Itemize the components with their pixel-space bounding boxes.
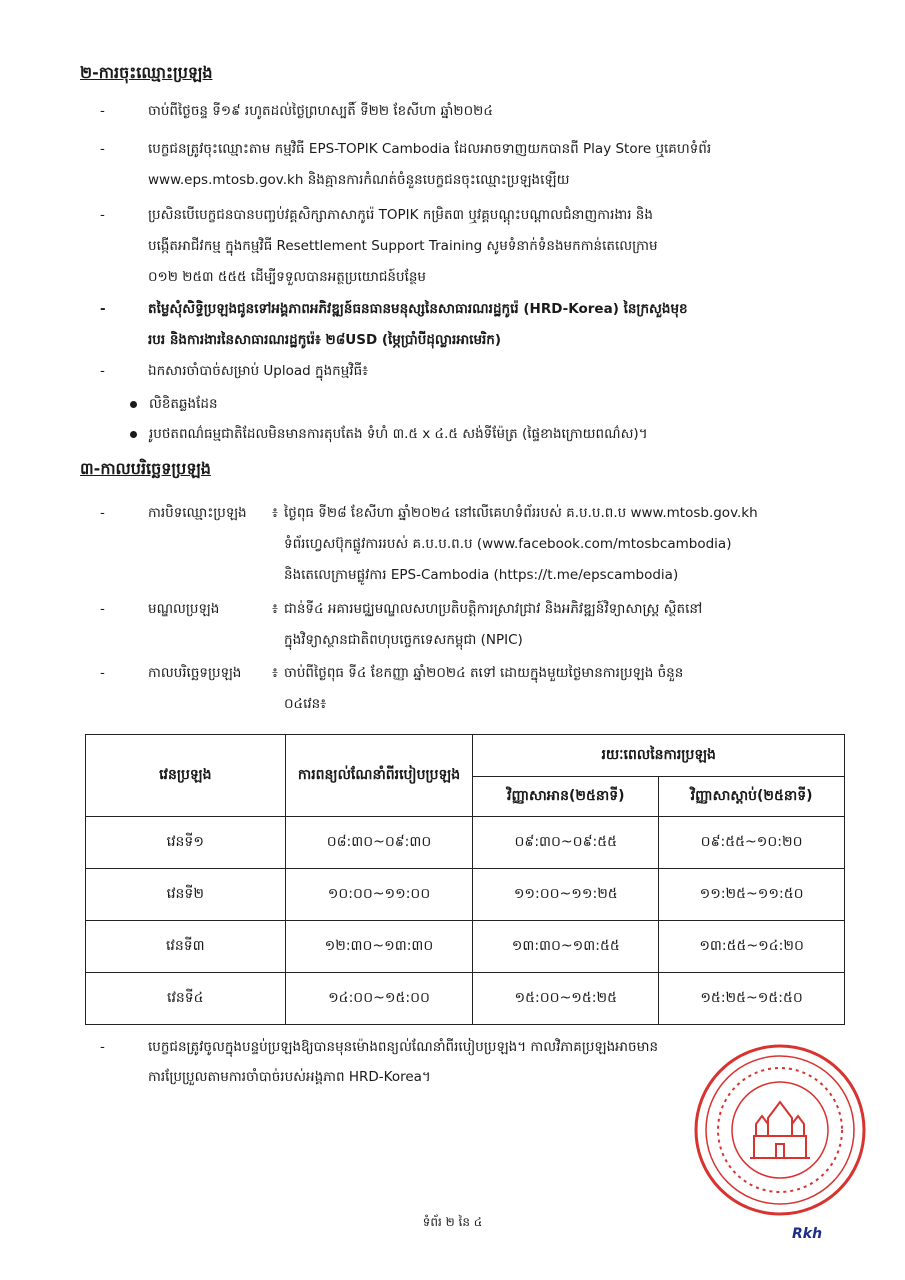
official-stamp-icon [690, 1040, 870, 1220]
exam-center-row: - មណ្ឌលប្រឡង ៖ ជាន់ទី៤ អគារមជ្ឈមណ្ឌលសហប្រតិបត្តិការស្រាវជ្រាវ និងអភិវឌ្ឍន៍វិទ្យាសាស្ត្រ ស្ថិតនៅ ក្នុងវិទ្យាស្ថានជាតិពហុបច្ចេកទេសកម្ពុជា (NPIC) [100, 601, 703, 648]
registration-period-item: - ចាប់ពីថ្ងៃចន្ទ ទី១៩ រហូតដល់ថ្ងៃព្រហស្បតិ៍ ទី២២ ខែសីហា ឆ្នាំ២០២៤ [100, 103, 493, 119]
header-shift: វេនប្រឡង [86, 735, 286, 817]
exam-schedule-table [85, 734, 845, 1025]
signature: Rkh [792, 1226, 823, 1242]
bullet-dot-icon [130, 401, 137, 408]
upload-documents-item: - ឯកសារចាំបាច់សម្រាប់ Upload ក្នុងកម្មវិធី៖ [100, 363, 369, 379]
schedule-note: - បេក្ខជនត្រូវចូលក្នុងបន្ទប់ប្រឡងឱ្យបានមុនម៉ោងពន្យល់ណែនាំពីរបៀបប្រឡង។ កាលវិភាគប្រឡងអាចមាន ការប្រែប្រួលតាមការចាំបាច់របស់អង្គភាព HRD-Korea។ [100, 1039, 659, 1085]
exam-fee-item: - តម្លៃសុំសិទ្ធិប្រឡងជូនទៅអង្គភាពអភិវឌ្ឍន៍ធនធានមនុស្សនៃសាធារណរដ្ឋកូរ៉េ (HRD-Korea) នៃក្រសួងមុខ របរ និងការងារនៃសាធារណរដ្ឋកូរ៉េ៖ ២៨USD (ម្ភៃប្រាំបីដុល្លារអាមេរិក) [100, 301, 688, 348]
resettlement-item: - ប្រសិនបើបេក្ខជនបានបញ្ចប់វគ្គសិក្សាភាសាកូរ៉េ TOPIK កម្រិត៣ ឬវគ្គបណ្តុះបណ្តាលជំនាញការងារ និង បង្កើតអាជីវកម្ម ក្នុងកម្មវិធី Resettlement Support Training សូមទំនាក់ទំនងមកកាន់តេលេក្រាម ០១២ ២៥៣ ៥៥៥ ដើម្បីទទួលបានអត្ថប្រយោជន៍បន្ថែម [100, 207, 658, 285]
registration-app-item: - បេក្ខជនត្រូវចុះឈ្មោះតាម កម្មវិធី EPS-TOPIK Cambodia ដែលអាចទាញយកបានពី Play Store ឬគេហទំព័រ www.eps.mtosb.gov.kh និងគ្មានការកំណត់ចំនួនបេក្ខជនចុះឈ្មោះប្រឡងឡើយ [100, 141, 712, 188]
table-row: វេនទី៣ ១២:៣០~១៣:៣០ ១៣:៣០~១៣:៥៥ ១៣:៥៥~១៤:២០ [86, 921, 845, 973]
section-3-heading: ៣-កាលបរិច្ឆេទប្រឡង [80, 459, 211, 478]
bullet-photo: រូបថតពណ៌ធម្មជាតិដែលមិនមានការតុបតែង ទំហំ ៣.៥ x ៤.៥ សង់ទីម៉ែត្រ (ផ្ទៃខាងក្រោយពណ៌ស)។ [130, 420, 648, 448]
table-row: វេនទី២ ១០:០០~១១:០០ ១១:០០~១១:២៥ ១១:២៥~១១:៥០ [86, 869, 845, 921]
table-row: វេនទី៤ ១៤:០០~១៥:០០ ១៥:០០~១៥:២៥ ១៥:២៥~១៥:៥០ [86, 973, 845, 1025]
header-duration: រយៈពេលនៃការប្រឡង [473, 735, 845, 777]
registration-close-row: - ការបិទឈ្មោះប្រឡង ៖ ថ្ងៃពុធ ទី២៨ ខែសីហា ឆ្នាំ២០២៤ នៅលើគេហទំព័ររបស់ គ.ប.ប.ព.ប www.mtosb.gov.kh ទំព័រហ្វេសប៊ុកផ្លូវការរបស់ គ.ប.ប.ព.ប (www.facebook.com/mtosbcambodia) និងតេលេក្រាមផ្លូវការ EPS-Cambodia (https://t.me/epscambodia) [100, 505, 758, 583]
exam-date-row: - កាលបរិច្ឆេទប្រឡង ៖ ចាប់ពីថ្ងៃពុធ ទី៤ ខែកញ្ញា ឆ្នាំ២០២៤ តទៅ ដោយក្នុងមួយថ្ងៃមានការប្រឡង ចំនួន ០៤វេន៖ [100, 665, 684, 712]
header-listening: វិញ្ញាសាស្តាប់(២៥នាទី) [659, 777, 845, 817]
bullet-dot-icon [130, 431, 137, 438]
page-number: ទំព័រ ២ នៃ ៤ [422, 1215, 483, 1229]
section-2-heading: ២-ការចុះឈ្មោះប្រឡង [80, 63, 213, 82]
header-reading: វិញ្ញាសាអាន(២៥នាទី) [473, 777, 659, 817]
table-row: វេនទី១ ០៨:៣០~០៩:៣០ ០៩:៣០~០៩:៥៥ ០៩:៥៥~១០:២០ [86, 817, 845, 869]
bullet-passport: លិខិតឆ្លងដែន [130, 390, 218, 418]
header-guidance: ការពន្យល់ណែនាំពីរបៀបប្រឡង [285, 735, 473, 817]
